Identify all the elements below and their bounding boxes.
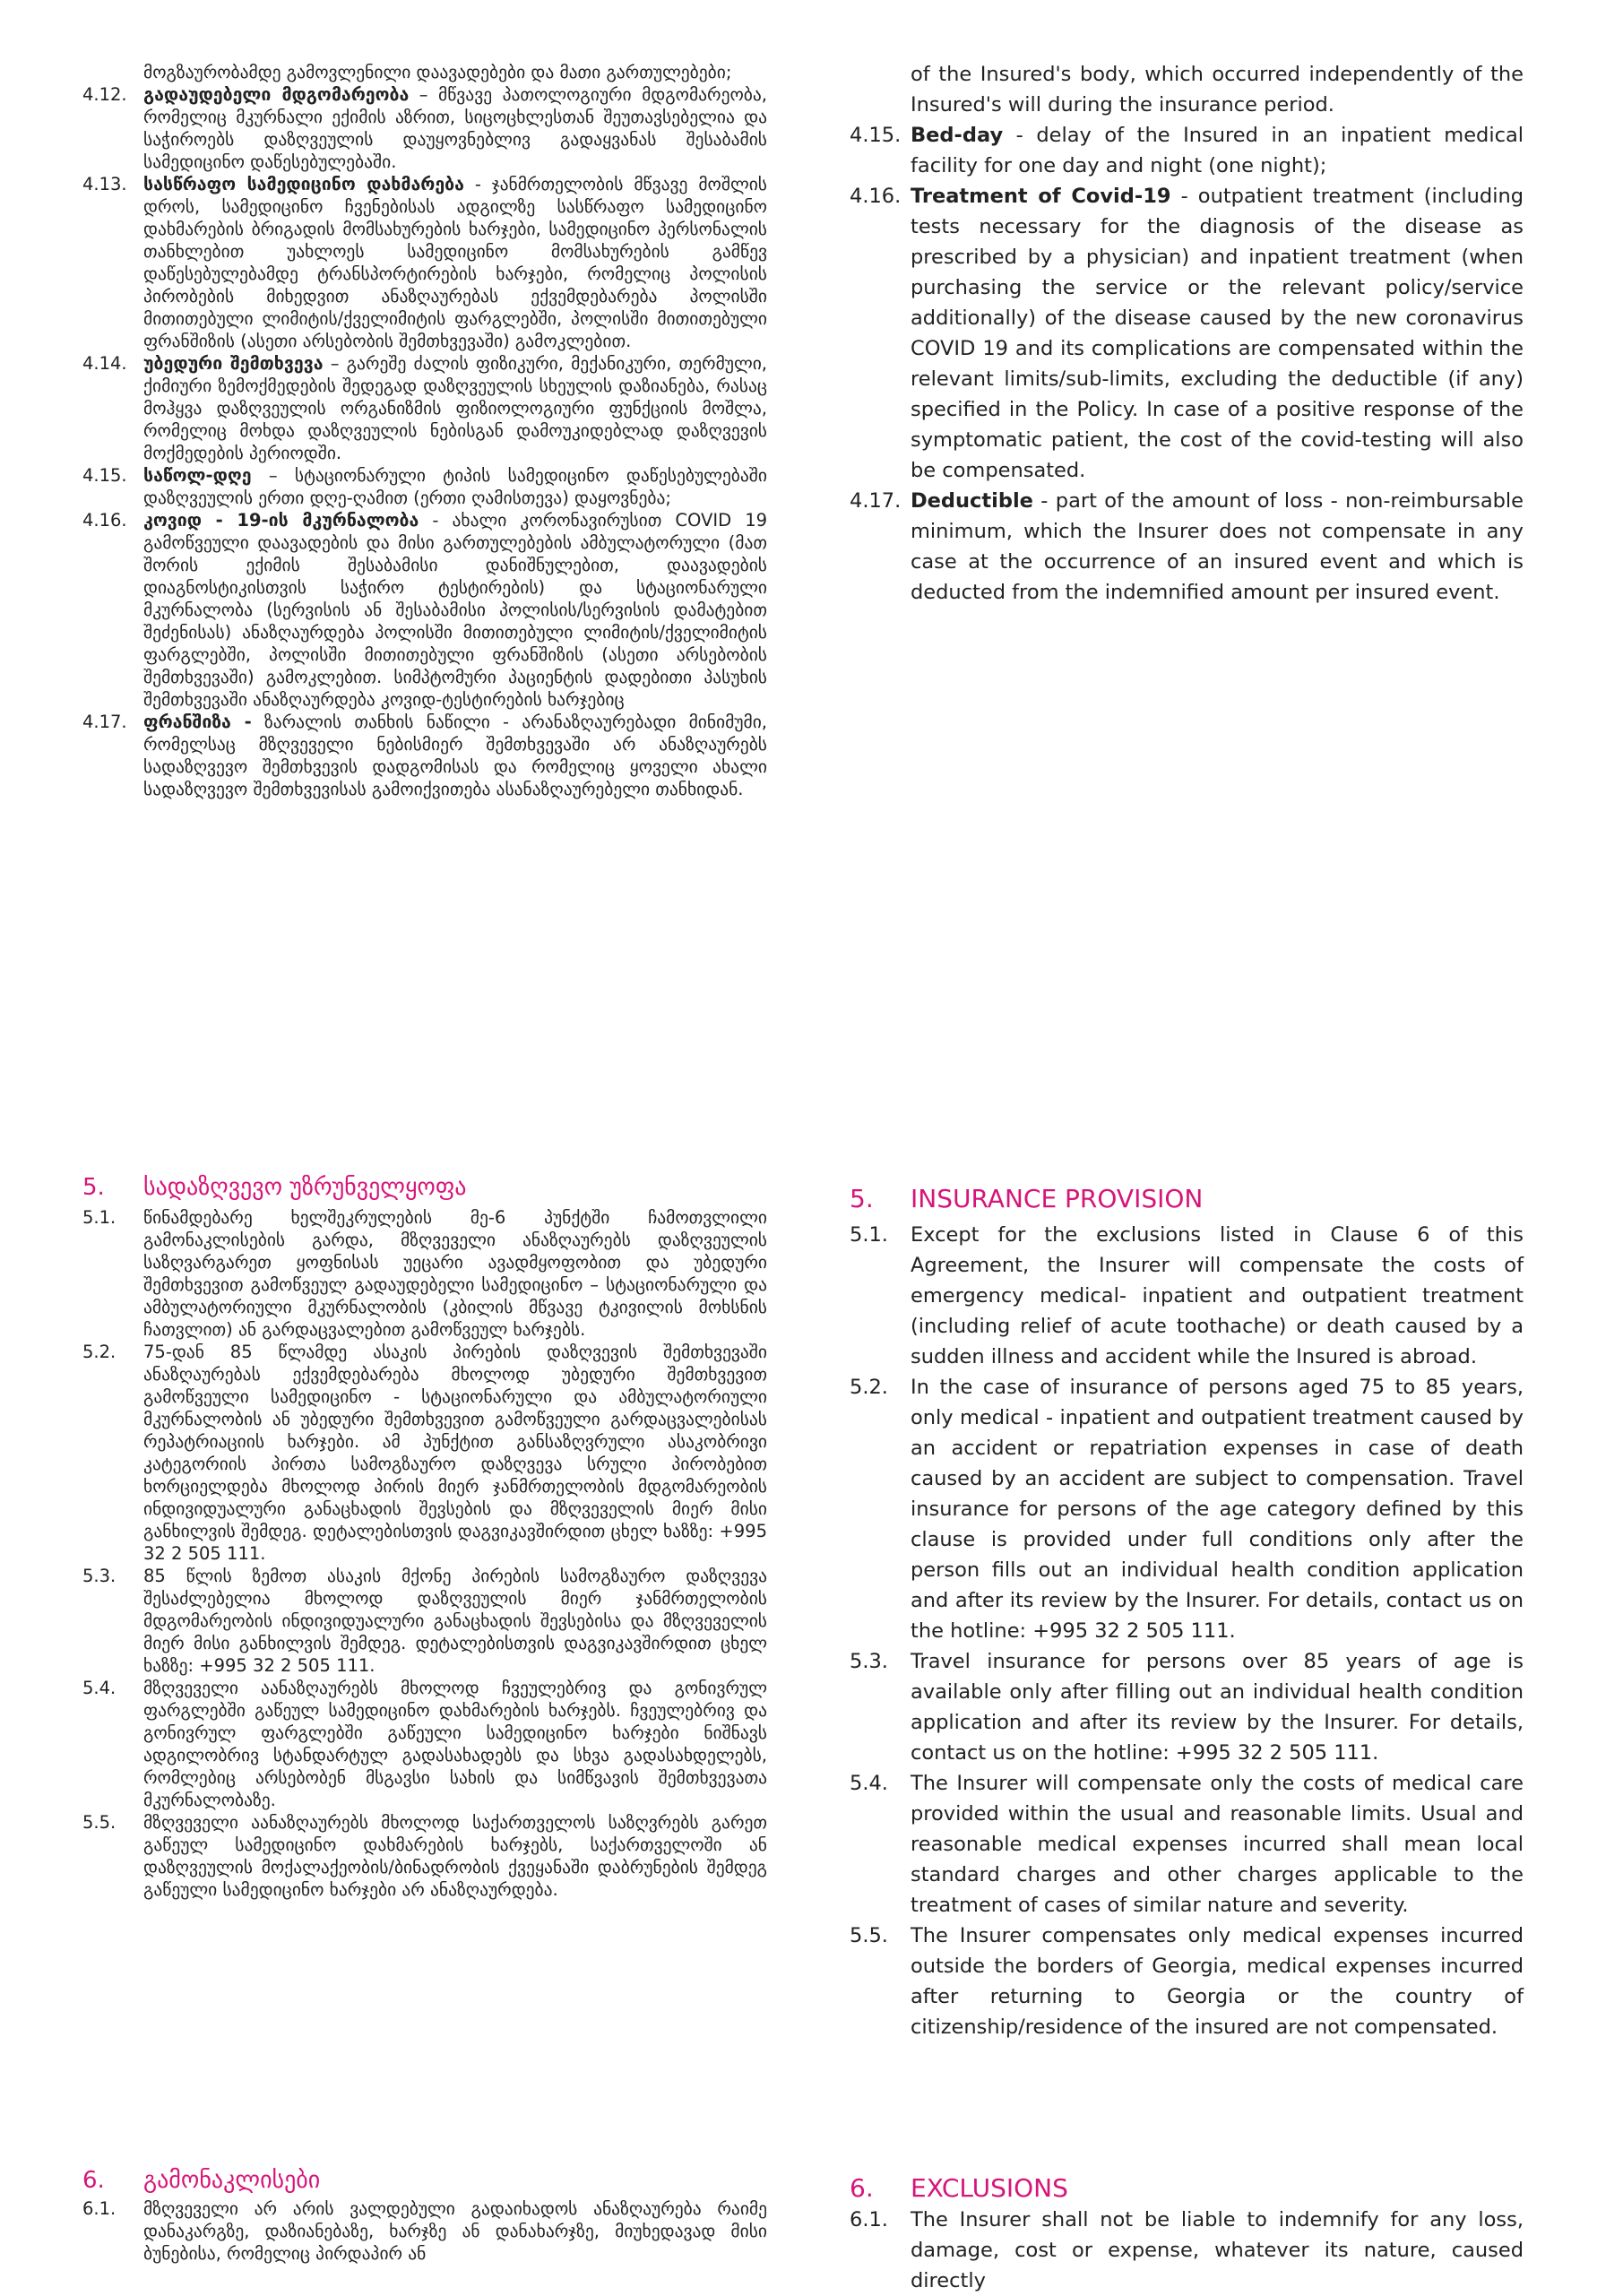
clause-number: 6.1.	[850, 2208, 888, 2231]
definition-term: საწოლ-დღე	[143, 465, 252, 486]
definition-4-15	[850, 120, 1524, 181]
english-section-6-heading	[850, 2174, 1068, 2203]
definition-4-14	[82, 352, 767, 464]
definition-term: უბედური შემთხვევა	[143, 353, 324, 374]
clause-text: The Insurer will compensate only the costs of medical care provided within the usual and reasonable limits. Usual and reasonable medical expenses incurred shall mean local standard charges and other charges applicable to the treatment of cases of similar nature and severity.	[911, 1772, 1524, 1917]
definition-4-16	[850, 181, 1524, 486]
clause-number: 4.14.	[82, 353, 127, 374]
clause-number: 5.3.	[850, 1650, 888, 1673]
clause-text: The Insurer shall not be liable to indemnify for any loss, damage, cost or expense, whatever its nature, caused directly	[911, 2208, 1524, 2292]
clause-5-4	[850, 1768, 1524, 1921]
definition-text: - ჯანმრთელობის მწვავე მოშლის დროს, სამედიცინო ჩვენებისას ადგილზე სასწრაფო სამედიცინო დახმარების ბრიგადის მომსახურების ხარჯები, სამედიცინო პერსონალის თანხლებით უახლოეს სამედიცინო მომსახურების გამწევ დაწესებულებამდე ტრანსპორტირების ხარჯები, რომელიც პოლისის პირობების მიხედვით ანაზღაურებას ექვემდებარება პოლისში მითითებული ლიმიტის/ქველიმიტის ფარგლებში, პოლისში მითითებული ფრანშიზის (ასეთი არსებობის შემთხვევაში) გამოკლებით.	[143, 174, 767, 351]
section-title: გამონაკლისები	[143, 2167, 321, 2194]
clause-number: 5.3.	[82, 1566, 117, 1586]
section-number: 5.	[850, 1184, 874, 1213]
clause-text: Travel insurance for persons over 85 years of age is available only after filling out an individual health condition application and after its review by the Insurer. For details, contact us on the hotline: +995 32 2 505 111.	[911, 1650, 1524, 1765]
clause-5-1	[82, 1206, 767, 1341]
georgian-section-5-body	[82, 1206, 767, 1901]
definition-text: - part of the amount of loss - non-reimbursable minimum, which the Insurer does not compensate in any case at the occurrence of an insured event and which is deducted from the indemnified amount per insured event.	[911, 489, 1524, 604]
definition-text: – გარეშე ძალის ფიზიკური, მექანიკური, თერმული, ქიმიური ზემოქმედების შედეგად დაზღვეულის სხეულის დაზიანება, რასაც მოჰყვა დაზღვეულის ორგანიზმის ფიზიოლოგიური ფუნქციის მოშლა, რომელიც მოხდა დაზღვეულის ნებისგან დამოუკიდებლად დაზღვევის მოქმედების პერიოდში.	[143, 353, 767, 463]
clause-number: 5.1.	[850, 1223, 888, 1247]
clause-text: მზღვეველი არ არის ვალდებული გადაიხადოს ანაზღაურება რაიმე დანაკარგზე, დაზიანებაზე, ხარჯზე ან დანახარჯზე, მიუხედავად მისი ბუნებისა, რომელიც პირდაპირ ან	[143, 2198, 767, 2264]
definition-term: ფრანშიზა -	[143, 712, 252, 732]
clause-5-3	[82, 1565, 767, 1677]
clause-text: მზღვეველი აანაზღაურებს მხოლოდ საქართველოს საზღვრებს გარეთ გაწეულ სამედიცინო დახმარების ხარჯებს, საქართველოში ან დაზღვეულის მოქალაქეობის/ბინადრობის ქვეყანაში დაბრუნების შემდეგ გაწეული სამედიცინო ხარჯები არ ანაზღაურდება.	[143, 1812, 767, 1900]
clause-number: 4.15.	[82, 465, 127, 486]
definition-term: გადაუდებელი მდგომარეობა	[143, 84, 410, 105]
definition-4-12	[82, 83, 767, 173]
clause-number: 4.16.	[82, 510, 127, 531]
clause-text: 85 წლის ზემოთ ასაკის მქონე პირების სამოგზაურო დაზღვევა შესაძლებელია მხოლოდ დაზღვეულის მიერ ჯანმრთელობის მდგომარეობის ინდივიდუალური განაცხადის შევსებისა და მზღვეველის მიერ მისი განხილვის შემდეგ. დეტალებისთვის დაგვიკავშირდით ცხელ ხაზზე: +995 32 2 505 111.	[143, 1566, 767, 1676]
clause-number: 4.15.	[850, 124, 902, 147]
definition-text: – სტაციონარული ტიპის სამედიცინო დაწესებულებაში დაზღვეულის ერთი დღე-ღამით (ერთი ღამისთევა) დაყოვნება;	[143, 465, 767, 508]
clause-number: 6.1.	[82, 2198, 117, 2219]
definition-4-15	[82, 464, 767, 509]
english-intro-text: of the Insured's body, which occurred independently of the Insured's will during the insurance period.	[911, 63, 1524, 117]
clause-number: 5.5.	[82, 1812, 117, 1833]
clause-number: 4.17.	[82, 712, 127, 732]
clause-text: The Insurer compensates only medical expenses incurred outside the borders of Georgia, medical expenses incurred after returning to Georgia or the country of citizenship/residence of the insured are not compensated.	[911, 1924, 1524, 2039]
clause-text: Except for the exclusions listed in Clause 6 of this Agreement, the Insurer will compensate the costs of emergency medical- inpatient and outpatient treatment (including relief of acute toothache) or death caused by a sudden illness and accident while the Insured is abroad.	[911, 1223, 1524, 1368]
clause-5-5	[850, 1921, 1524, 2042]
section-number: 6.	[850, 2173, 874, 2203]
clause-text: მზღვეველი აანაზღაურებს მხოლოდ ჩვეულებრივ და გონივრულ ფარგლებში გაწეულ სამედიცინო დახმარების ხარჯებს. ჩვეულებრივ და გონივრულ ფარგლებში გაწეული სამედიცინო ხარჯები ნიშნავს ადგილობრივ სტანდარტულ გადასახადებს და სხვა გადასახდელებს, რომლებიც არსებობენ მსგავსი სახის და სიმწვავის შემთხვევათა მკურნალობაზე.	[143, 1678, 767, 1810]
georgian-section-6-body	[82, 2197, 767, 2265]
definition-text: – მწვავე პათოლოგიური მდგომარეობა, რომელიც მკურნალი ექიმის აზრით, სიცოცხლესთან შეუთავსებელია და საჭიროებს დაზღვეულის დაუყოვნებლივ გადაყვანას შესაბამის სამედიცინო დაწესებულებაში.	[143, 84, 767, 172]
georgian-section-6-heading	[82, 2167, 320, 2194]
definition-term: კოვიდ - 19-ის მკურნალობა	[143, 510, 419, 531]
georgian-definitions-block	[82, 61, 767, 800]
clause-number: 5.5.	[850, 1924, 888, 1947]
georgian-section-5-heading	[82, 1174, 467, 1201]
clause-text: წინამდებარე ხელშეკრულების მე-6 პუნქტში ჩამოთვლილი გამონაკლისების გარდა, მზღვეველი ანაზღაურებს დაზღვეულის საზღვარგარეთ ყოფნისას უეცარი ავადმყოფობით და უბედური შემთხვევით გამოწვეულ გადაუდებელი სამედიცინო – სტაციონარული და ამბულატორიული მკურნალობის (კბილის მწვავე ტკივილის მოხსნის ჩათვლით) ან გარდაცვალებით გამოწვეულ ხარჯებს.	[143, 1207, 767, 1340]
clause-5-1	[850, 1220, 1524, 1372]
clause-6-1	[850, 2205, 1524, 2296]
clause-5-4	[82, 1677, 767, 1811]
clause-text: In the case of insurance of persons aged 75 to 85 years, only medical - inpatient and outpatient treatment caused by an accident or repatriation expenses in case of death caused by an accident are subject to compensation. Travel insurance for persons of the age category defined by this clause is provided under full conditions only after the person fills out an individual health condition application and after its review by the Insurer. For details, contact us on the hotline: +995 32 2 505 111.	[911, 1376, 1524, 1643]
definition-text: ზარალის თანხის ნაწილი - არანაზღაურებადი მინიმუმი, რომელსაც მზღვეველი ნებისმიერ შემთხვევაში არ ანაზღაურებს სადაზღვევო შემთხვევის დადგომისას და რომელიც ყოველი ახალი სადაზღვევო შემთხვევისას გამოიქვითება ასანაზღაურებელი თანხიდან.	[143, 712, 768, 799]
clause-number: 5.1.	[82, 1207, 117, 1228]
definition-text: - outpatient treatment (including tests necessary for the diagnosis of the disease as prescribed by a physician) and inpatient treatment (when purchasing the service or the relevant policy/service additionally) of the disease caused by the new coronavirus COVID 19 and its complications are compensated within the relevant limits/sub-limits, excluding the deductible (if any) specified in the Policy. In case of a positive response of the symptomatic patient, the cost of the covid-testing will also be compensated.	[911, 185, 1524, 482]
clause-5-2	[850, 1372, 1524, 1646]
georgian-intro-text: მოგზაურობამდე გამოვლენილი დაავადებები და მათი გართულებები;	[143, 62, 732, 82]
section-title: EXCLUSIONS	[911, 2173, 1068, 2203]
clause-5-2	[82, 1341, 767, 1565]
english-section-6-body	[850, 2205, 1524, 2296]
definition-4-17	[850, 486, 1524, 608]
section-number: 6.	[82, 2167, 105, 2194]
definition-4-17	[82, 711, 767, 800]
definition-term: Deductible	[911, 489, 1033, 513]
clause-5-3	[850, 1646, 1524, 1768]
clause-6-1	[82, 2197, 767, 2265]
clause-number: 5.2.	[850, 1376, 888, 1399]
definition-term: სასწრაფო სამედიცინო დახმარება	[143, 174, 464, 194]
section-title: INSURANCE PROVISION	[911, 1184, 1204, 1213]
clause-text: 75-დან 85 წლამდე ასაკის პირების დაზღვევის შემთხვევაში ანაზღაურებას ექვემდებარება მხოლოდ უბედური შემთხვევით გამოწვეული სამედიცინო - სტაციონარული და ამბულატორიული მკურნალობის ან უბედური შემთხვევით გამოწვეული გარდაცვალებისას რეპატრიაციის ხარჯები. ამ პუნქტით განსაზღვრული ასაკობრივი კატეგორიის პირთა სამოგზაურო დაზღვევა სრული პირობებით ხორციელდება მხოლოდ პირის მიერ ჯანმრთელობის მდგომარეობის ინდივიდუალური განაცხადის შევსების და მზღვეველის მიერ მისი განხილვის შემდეგ. დეტალებისთვის დაგვიკავშირდით ცხელ ხაზზე: +995 32 2 505 111.	[143, 1342, 767, 1564]
clause-number: 4.16.	[850, 185, 902, 208]
definition-text: - ახალი კორონავირუსით COVID 19 გამოწვეული დაავადების და მისი გართულებების ამბულატორული (მათ შორის ექიმის შესაბამისი დანიშნულებით, დაავადების დიაგნოსტიკისთვის საჭირო ტესტირების) და სტაციონარული მკურნალობა (სერვისის ან შესაბამისი პოლისის/სერვისის დამატებით შეძენისას) ანაზღაურდება პოლისში მითითებული ლიმიტის/ქველიმიტის ფარგლებში, პოლისში მითითებული ფრანშიზის (ასეთი არსებობის შემთხვევაში) გამოკლებით. სიმპტომური პაციენტის დადებითი პასუხის შემთხვევაში ანაზღაურდება კოვიდ-ტესტირების ხარჯებიც	[143, 510, 768, 710]
section-number: 5.	[82, 1174, 105, 1201]
definition-4-16	[82, 509, 767, 711]
clause-number: 4.13.	[82, 174, 127, 194]
clause-5-5	[82, 1811, 767, 1901]
definition-4-13	[82, 173, 767, 352]
clause-number: 5.2.	[82, 1342, 117, 1362]
clause-number: 4.17.	[850, 489, 902, 513]
section-title: სადაზღვევო უზრუნველყოფა	[143, 1174, 467, 1201]
english-section-5-heading	[850, 1185, 1203, 1213]
clause-number: 5.4.	[850, 1772, 888, 1795]
clause-number: 5.4.	[82, 1678, 117, 1698]
definition-term: Bed-day	[911, 124, 1004, 147]
definition-text: - delay of the Insured in an inpatient medical facility for one day and night (one night);	[911, 124, 1524, 177]
clause-number: 4.12.	[82, 84, 127, 105]
definition-term: Treatment of Covid-19	[911, 185, 1171, 208]
english-section-5-body	[850, 1220, 1524, 2042]
english-definitions-block	[850, 59, 1524, 608]
